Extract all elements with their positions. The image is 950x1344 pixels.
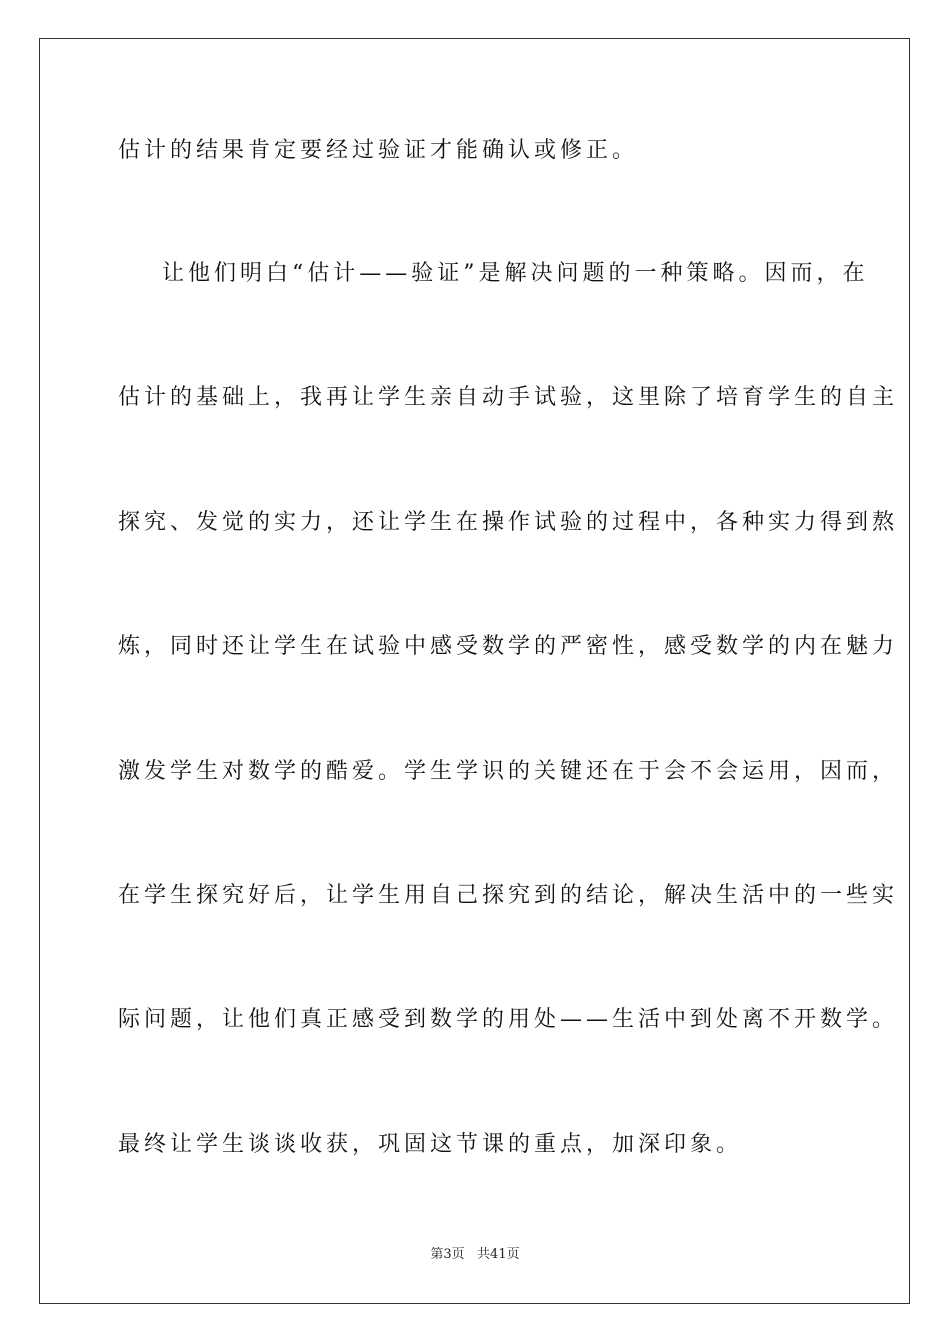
text-line: 让他们明白“估计——验证”是解决问题的一种策略。因而，在 [162, 261, 869, 286]
text-line: 探究、发觉的实力，还让学生在操作试验的过程中，各种实力得到熬 [118, 510, 899, 535]
text-line: 估计的结果肯定要经过验证才能确认或修正。 [118, 138, 639, 163]
text-line: 估计的基础上，我再让学生亲自动手试验，这里除了培育学生的自主 [118, 385, 899, 410]
text-line: 炼，同时还让学生在试验中感受数学的严密性，感受数学的内在魅力 [118, 634, 899, 659]
text-line: 际问题，让他们真正感受到数学的用处——生活中到处离不开数学。 [118, 1007, 899, 1032]
text-line: 激发学生对数学的酷爱。学生学识的关键还在于会不会运用，因而， [118, 759, 899, 784]
text-line: 最终让学生谈谈收获，巩固这节课的重点，加深印象。 [118, 1132, 743, 1157]
page-border [39, 38, 910, 1304]
text-line: 在学生探究好后，让学生用自己探究到的结论，解决生活中的一些实 [118, 883, 899, 908]
page-number-footer: 第3页 共41页 [430, 1247, 520, 1262]
